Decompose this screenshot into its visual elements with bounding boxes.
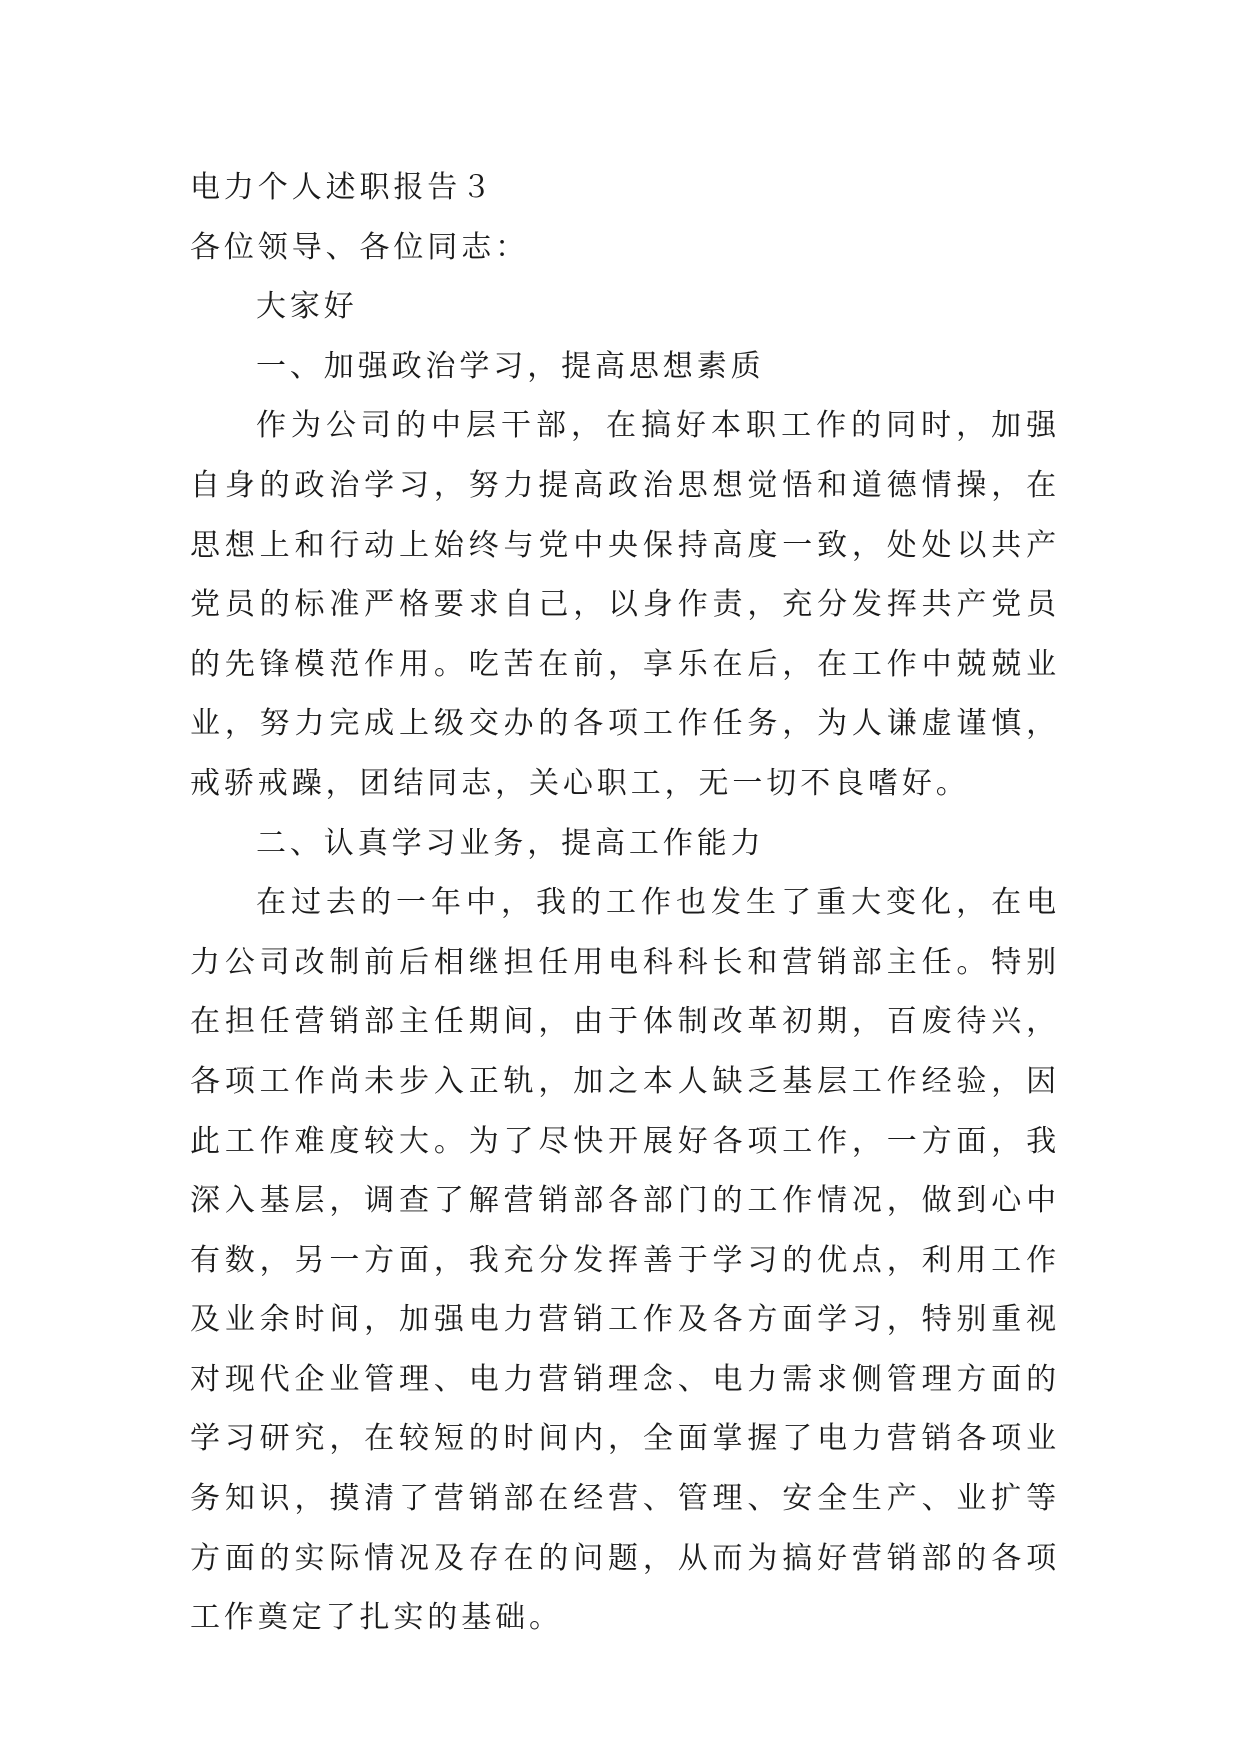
section-1-paragraph: 作为公司的中层干部，在搞好本职工作的同时，加强自身的政治学习，努力提高政治思想觉悟和道德情操，在思想上和行动上始终与党中央保持高度一致，处处以共产党员的标准严格要求自己，以身作责，充分发挥共产党员的先锋模范作用。吃苦在前，享乐在后，在工作中兢兢业业，努力完成上级交办的各项工作任务，为人谦虚谨慎，戒骄戒躁，团结同志，关心职工，无一切不良嗜好。 bbox=[190, 408, 1060, 801]
salutation: 各位领导、各位同志： bbox=[190, 229, 529, 265]
greeting: 大家好 bbox=[256, 289, 358, 325]
document-title: 电力个人述职报告３ bbox=[190, 170, 496, 205]
section-2-paragraph: 在过去的一年中，我的工作也发生了重大变化，在电力公司改制前后相继担任用电科科长和营销部主任。特别在担任营销部主任期间，由于体制改革初期，百废待兴，各项工作尚未步入正轨，加之本人缺乏基层工作经验，因此工作难度较大。为了尽快开展好各项工作，一方面，我深入基层，调查了解营销部各部门的工作情况，做到心中有数，另一方面，我充分发挥善于学习的优点，利用工作及业余时间，加强电力营销工作及各方面学习，特别重视对现代企业管理、电力营销理念、电力需求侧管理方面的学习研究，在较短的时间内，全面掌握了电力营销各项业务知识，摸清了营销部在经营、管理、安全生产、业扩等方面的实际情况及存在的问题，从而为搞好营销部的各项工作奠定了扎实的基础。 bbox=[190, 885, 1060, 1636]
section-2-heading: 二、认真学习业务，提高工作能力 bbox=[256, 825, 765, 861]
section-1-heading: 一、加强政治学习，提高思想素质 bbox=[256, 348, 765, 384]
document-body bbox=[190, 158, 1060, 1648]
